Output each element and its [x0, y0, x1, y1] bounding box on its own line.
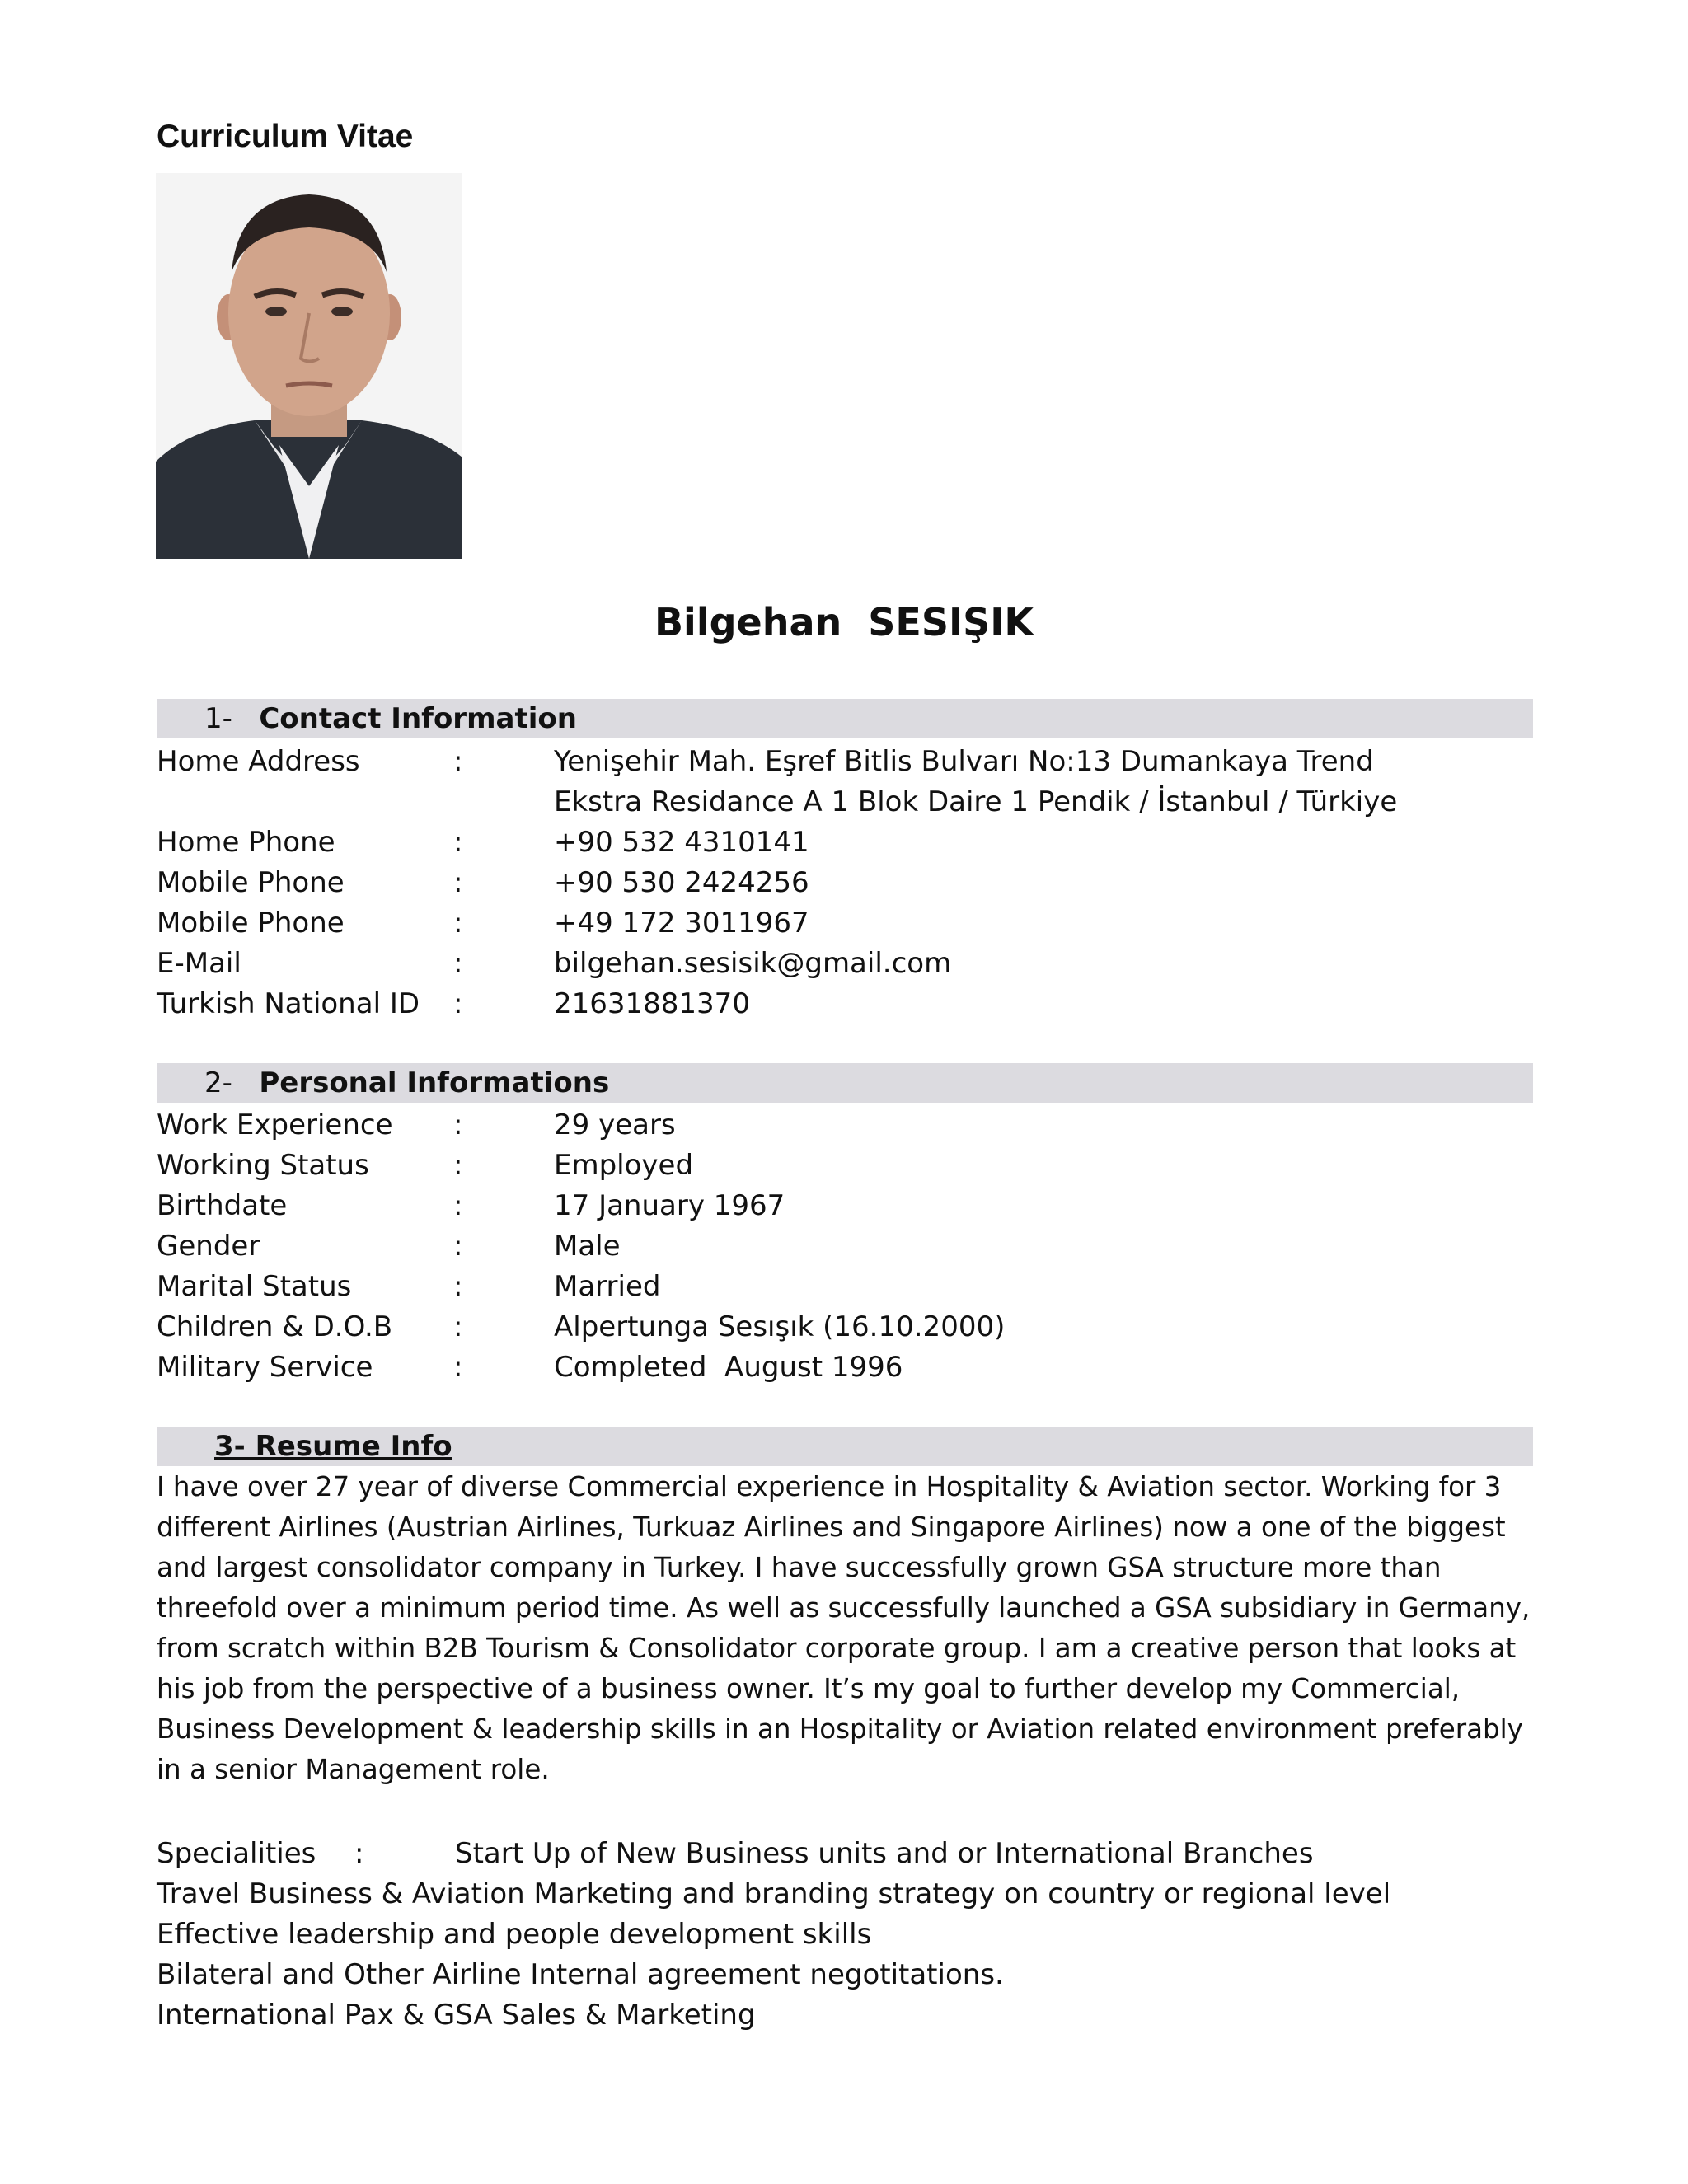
resume-summary: I have over 27 year of diverse Commercial experience in Hospitality & Aviation sector. Working for 3 different Airlines (Austrian Airlines, Turkuaz Airlines and Singapore Airlines) now a one of the biggest and largest consolidator company in Turkey. I have successfully grown GSA structure more than threefold over a minimum period time. As well as successfully launched a GSA subsidiary in Germany, from scratch within B2B Tourism & Consolidator corporate group. I am a creative person that looks at his job from the perspective of a business owner. It’s my goal to further develop my Commercial, Business Development & leadership skills in an Hospitality or Aviation related environment preferably in a senior Management role. — [157, 1471, 1531, 1785]
speciality-item: Travel Business & Aviation Marketing and branding strategy on country or regional level — [157, 1877, 1391, 1910]
contact-row-email — [157, 944, 1533, 984]
row-colon: : — [453, 745, 463, 778]
row-colon: : — [453, 1310, 463, 1343]
row-label: E-Mail — [157, 947, 241, 980]
row-colon: : — [453, 1351, 463, 1384]
row-label: Turkish National ID — [157, 987, 420, 1020]
row-label: Military Service — [157, 1351, 373, 1384]
specialities-colon: : — [354, 1837, 364, 1870]
personal-row-marital-status — [157, 1267, 1533, 1307]
row-colon: : — [453, 1149, 463, 1182]
row-label: Mobile Phone — [157, 866, 345, 899]
contact-row-home-address — [157, 742, 1533, 823]
row-value: Married — [554, 1270, 661, 1303]
row-value: 29 years — [554, 1108, 676, 1141]
row-label: Gender — [157, 1230, 260, 1263]
row-value: Employed — [554, 1149, 694, 1182]
contact-row-home-phone — [157, 823, 1533, 863]
row-value: Male — [554, 1230, 621, 1263]
contact-heading-label: Contact Information — [259, 702, 577, 735]
personal-row-work-experience — [157, 1105, 1533, 1146]
row-colon: : — [453, 826, 463, 859]
row-value: 21631881370 — [554, 987, 750, 1020]
row-colon: : — [453, 907, 463, 940]
row-label: Work Experience — [157, 1108, 393, 1141]
row-label: Mobile Phone — [157, 907, 345, 940]
row-label: Home Phone — [157, 826, 335, 859]
row-value: Alpertunga Sesışık (16.10.2000) — [554, 1310, 1006, 1343]
personal-row-military-service — [157, 1347, 1533, 1388]
speciality-item: Bilateral and Other Airline Internal agreement negotitations. — [157, 1958, 1004, 1991]
specialities-row — [157, 1834, 1533, 1874]
personal-row-children — [157, 1307, 1533, 1347]
row-colon: : — [453, 1230, 463, 1263]
contact-row-national-id — [157, 984, 1533, 1024]
personal-heading-number: 2- — [204, 1066, 232, 1099]
personal-row-gender — [157, 1226, 1533, 1267]
personal-row-birthdate — [157, 1186, 1533, 1226]
row-label: Marital Status — [157, 1270, 352, 1303]
row-value: +90 532 4310141 — [554, 826, 809, 859]
row-colon: : — [453, 947, 463, 980]
specialities-label: Specialities — [157, 1837, 316, 1870]
speciality-item: International Pax & GSA Sales & Marketing — [157, 1999, 756, 2032]
contact-row-mobile-phone-2 — [157, 903, 1533, 944]
speciality-item: Effective leadership and people development skills — [157, 1918, 872, 1951]
person-name: Bilgehan SESIŞIK — [654, 600, 1034, 644]
personal-heading-label: Personal Informations — [259, 1066, 610, 1099]
resume-section-heading: 3- Resume Info — [214, 1430, 452, 1463]
row-colon: : — [453, 1270, 463, 1303]
speciality-item: Start Up of New Business units and or International Branches — [455, 1837, 1314, 1870]
row-colon: : — [453, 1189, 463, 1222]
row-value: +90 530 2424256 — [554, 866, 809, 899]
row-colon: : — [453, 987, 463, 1020]
row-value: +49 172 3011967 — [554, 907, 809, 940]
row-colon: : — [453, 1108, 463, 1141]
row-value: bilgehan.sesisik@gmail.com — [554, 947, 952, 980]
row-label: Children & D.O.B — [157, 1310, 393, 1343]
contact-heading-number: 1- — [204, 702, 232, 735]
contact-row-mobile-phone-1 — [157, 863, 1533, 903]
row-value: 17 January 1967 — [554, 1189, 785, 1222]
row-label: Working Status — [157, 1149, 369, 1182]
personal-section-heading — [204, 1063, 609, 1103]
contact-section-heading — [204, 699, 577, 738]
profile-photo — [156, 173, 462, 559]
row-value: Completed August 1996 — [554, 1351, 903, 1384]
row-label: Home Address — [157, 745, 360, 778]
row-value: Yenişehir Mah. Eşref Bitlis Bulvarı No:13 Dumankaya Trend Ekstra Residance A 1 Blok Daire 1 Pendik / İstanbul / Türkiye — [554, 745, 1398, 818]
row-label: Birthdate — [157, 1189, 288, 1222]
row-colon: : — [453, 866, 463, 899]
document-title: Curriculum Vitae — [157, 119, 414, 154]
personal-row-working-status — [157, 1146, 1533, 1186]
